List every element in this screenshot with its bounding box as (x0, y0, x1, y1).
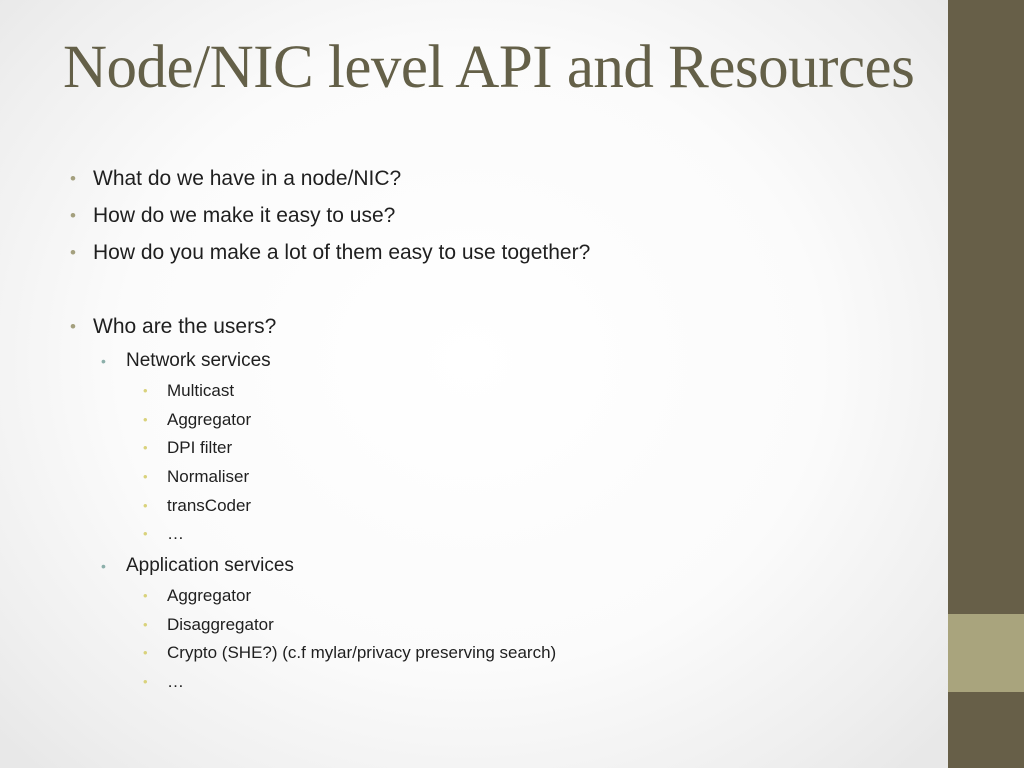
bullet-item-level-3 (143, 495, 252, 517)
bullet-text: Normaliser (167, 467, 250, 486)
bullet-item-level-1 (70, 203, 396, 229)
bullet-text: Crypto (SHE?) (c.f mylar/privacy preserving search) (167, 643, 557, 662)
bullet-item-level-1 (70, 166, 402, 192)
bullet-item-level-3 (143, 380, 235, 402)
bullet-marker-icon: • (143, 412, 148, 427)
bullet-text: Disaggregator (167, 615, 274, 634)
bullet-item-level-3 (143, 585, 252, 607)
bullet-marker-icon: • (143, 645, 148, 660)
bullet-item-level-3 (143, 642, 557, 664)
bullet-marker-icon: • (143, 526, 148, 541)
bullet-marker-icon: • (143, 588, 148, 603)
bullet-item-level-1 (70, 314, 277, 340)
bullet-text: … (167, 524, 184, 543)
bullet-text: DPI filter (167, 438, 233, 457)
bullet-text: How do we make it easy to use? (93, 204, 396, 227)
bullet-marker-icon: • (143, 617, 148, 632)
bullet-marker-icon: • (143, 469, 148, 484)
bullet-marker-icon: • (143, 440, 148, 455)
bullet-marker-icon: • (101, 558, 106, 574)
bullet-marker-icon: • (70, 317, 76, 336)
bullet-item-level-3 (143, 437, 233, 459)
bullet-text: How do you make a lot of them easy to use together? (93, 241, 591, 264)
bullet-item-level-3 (143, 614, 274, 636)
bullet-marker-icon: • (70, 243, 76, 262)
bullet-marker-icon: • (143, 674, 148, 689)
bullet-item-level-3 (143, 466, 250, 488)
bullet-marker-icon: • (101, 353, 106, 369)
bullet-item-level-3 (143, 409, 252, 431)
bullet-item-level-3 (143, 523, 184, 545)
bullet-text: Who are the users? (93, 315, 277, 338)
bullet-text: Aggregator (167, 410, 252, 429)
bullet-item-level-2 (101, 349, 271, 373)
bullet-marker-icon: • (143, 383, 148, 398)
bullet-marker-icon: • (143, 498, 148, 513)
bullet-text: Network services (126, 350, 271, 371)
bullet-text: What do we have in a node/NIC? (93, 167, 402, 190)
bullet-text: Application services (126, 555, 294, 576)
bullet-item-level-1 (70, 240, 591, 266)
bullet-text: Aggregator (167, 586, 252, 605)
bullet-item-level-2 (101, 554, 294, 578)
bullet-marker-icon: • (70, 206, 76, 225)
bullet-text: Multicast (167, 381, 235, 400)
sidebar-accent-block (948, 614, 1024, 692)
slide-title: Node/NIC level API and Resources (63, 34, 915, 101)
bullet-text: … (167, 672, 184, 691)
bullet-marker-icon: • (70, 169, 76, 188)
bullet-item-level-3 (143, 671, 184, 693)
bullet-text: transCoder (167, 496, 252, 515)
